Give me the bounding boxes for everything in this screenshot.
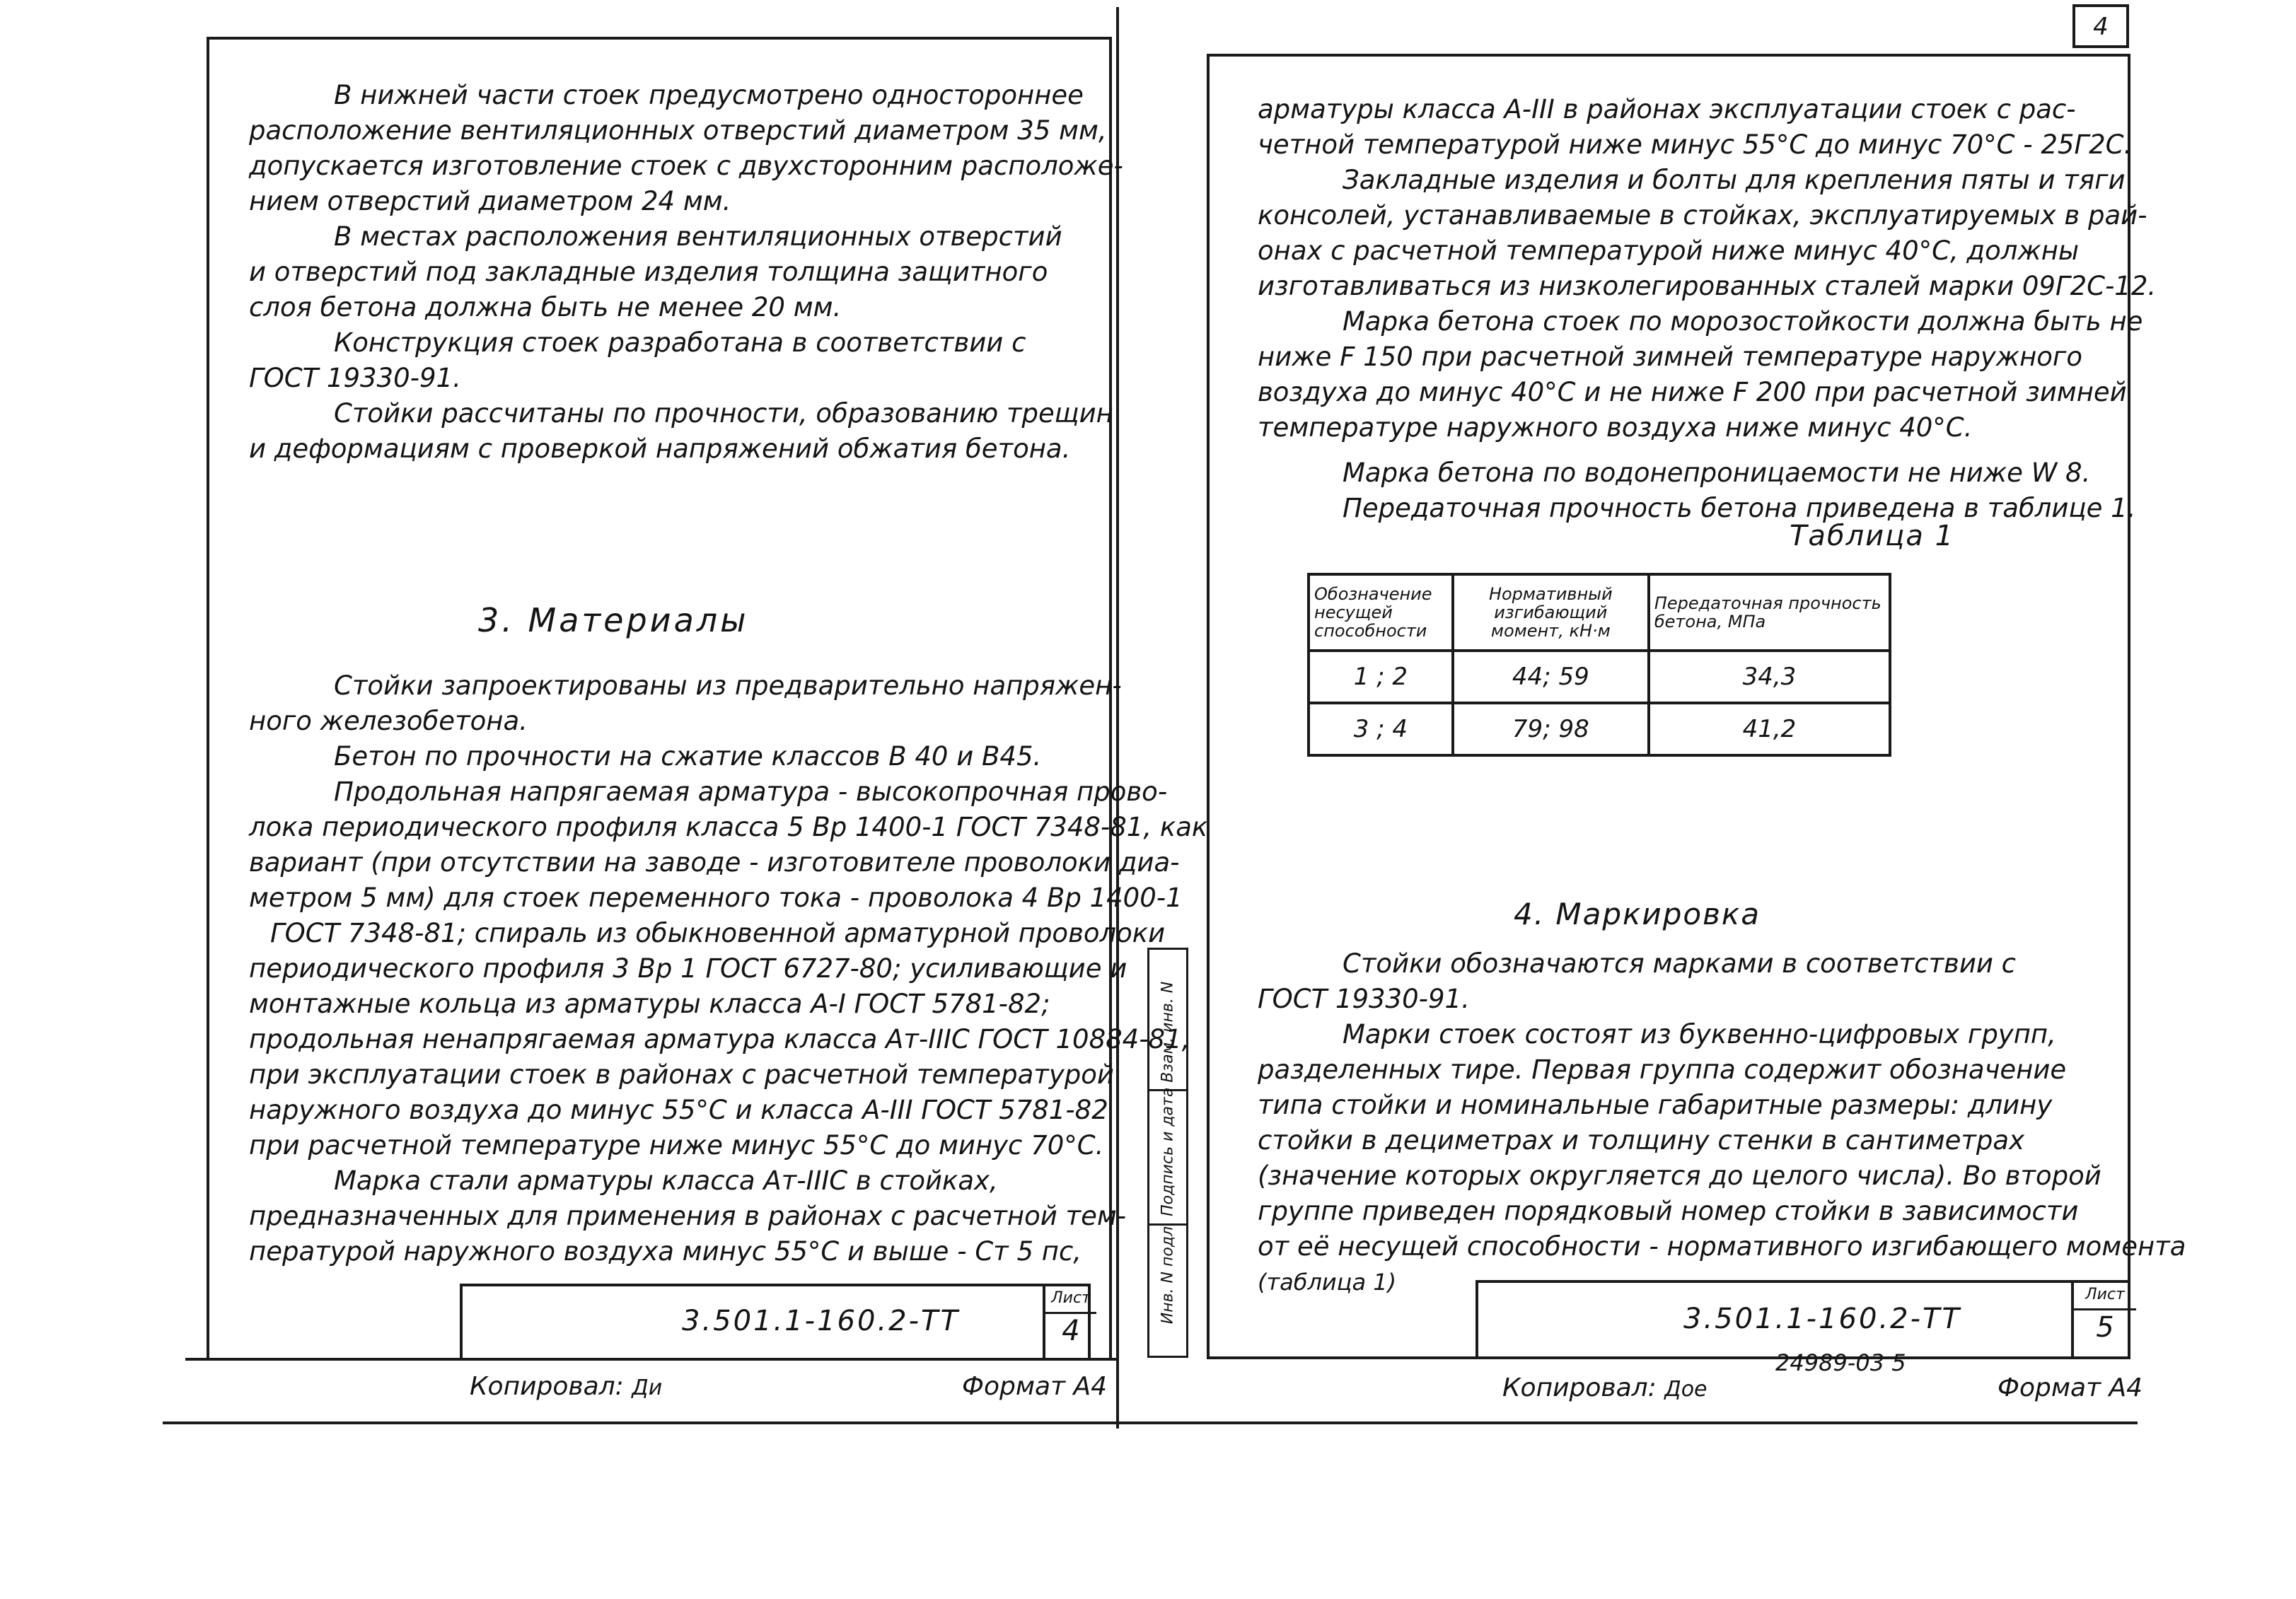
table-cell: 3 ; 4 [1309, 703, 1453, 755]
format-label: Формат А4 [1998, 1373, 2143, 1402]
copier-signature: Ди [632, 1376, 663, 1400]
materials-text [249, 668, 1207, 1269]
corner-sheet-number: 4 [2072, 4, 2129, 48]
inventory-number: 24989-03 5 [1775, 1349, 1906, 1376]
text-line: Марка бетона по водонепроницаемости не ниже W 8. [1343, 458, 2091, 488]
text-line: метром 5 мм) для стоек переменного тока - проволока 4 Вр 1400-1 [249, 883, 1183, 913]
table-header-row [1309, 574, 1890, 651]
text-line: ниже F 150 при расчетной зимней температуре наружного [1258, 342, 2083, 372]
text-line: и отверстий под закладные изделия толщина защитного [249, 257, 1048, 287]
side-registration-strip [1147, 948, 1188, 1358]
right-title-block [1475, 1280, 2130, 1359]
text-line: допускается изготовление стоек с двухсторонним расположе- [249, 151, 1123, 181]
side-strip-labels: Инв. N подл. Подпись и дата Взам. инв. N [1159, 981, 1177, 1325]
baseline-rule [163, 1421, 1118, 1424]
table-cell: 44; 59 [1453, 651, 1649, 703]
right-page-baseline [1119, 1421, 2138, 1424]
text-line: Бетон по прочности на сжатие классов В 40 и В45. [334, 741, 1042, 772]
text-line: Стойки обозначаются марками в соответствии с [1343, 948, 2017, 979]
text-line: слоя бетона должна быть не менее 20 мм. [249, 292, 842, 322]
text-line: стойки в дециметрах и толщину стенки в сантиметрах [1258, 1125, 2024, 1156]
column-header: Обозначение несущей способности [1309, 574, 1453, 651]
copied-text: Копировал: [470, 1372, 624, 1401]
table-row [1309, 703, 1890, 755]
text-line: Конструкция стоек разработана в соответствии с [334, 327, 1026, 358]
text-line: расположение вентиляционных отверстий диаметром 35 мм, [249, 115, 1107, 146]
text-line: Передаточная прочность бетона приведена в таблице 1. [1343, 493, 2136, 523]
text-line: периодического профиля 3 Вр 1 ГОСТ 6727-80; усиливающие и [249, 953, 1127, 984]
format-label: Формат А4 [962, 1372, 1108, 1401]
text-line: предназначенных для применения в районах с расчетной тем- [249, 1201, 1127, 1231]
text-line: монтажные кольца из арматуры класса А-I ГОСТ 5781-82; [249, 989, 1050, 1019]
left-title-block [460, 1284, 1091, 1359]
text-line: лока периодического профиля класса 5 Вр 1400-1 ГОСТ 7348-81, как [249, 812, 1208, 842]
text-line: при эксплуатации стоек в районах с расчетной температурой [249, 1059, 1114, 1090]
text-line: продольная ненапрягаемая арматура класса Ат-IIIС ГОСТ 10884-81, [249, 1024, 1190, 1054]
document-code: 3.501.1-160.2-ТТ [1683, 1303, 1961, 1335]
marking-text [1258, 946, 2186, 1300]
text-line: вариант (при отсутствии на заводе - изготовителе проволоки диа- [249, 847, 1180, 878]
text-line: (таблица 1) [1258, 1269, 1397, 1296]
text-line: (значение которых округляется до целого числа). Во второй [1258, 1161, 2101, 1191]
copier-signature: Дое [1664, 1377, 1707, 1402]
text-line: воздуха до минус 40°С и не ниже F 200 при расчетной зимней [1258, 377, 2127, 407]
text-line: Марка бетона стоек по морозостойкости должна быть не [1343, 306, 2143, 337]
copied-by-label [470, 1372, 662, 1401]
text-line: группе приведен порядковый номер стойки в зависимости [1258, 1196, 2079, 1226]
text-line: разделенных тире. Первая группа содержит обозначение [1258, 1054, 2067, 1085]
text-line: Марка стали арматуры класса Ат-IIIС в стойках, [334, 1165, 998, 1196]
table-cell: 41,2 [1649, 703, 1890, 755]
text-line: температуре наружного воздуха ниже минус 40°С. [1258, 412, 1973, 443]
sheet-cell [2071, 1283, 2136, 1356]
text-line: изготавливаться из низколегированных сталей марки 09Г2С-12. [1258, 271, 2157, 301]
text-line: четной температурой ниже минус 55°С до минус 70°С - 25Г2С. [1258, 129, 2133, 160]
sheet-label: Лист [2074, 1283, 2136, 1310]
copied-by-label [1502, 1373, 1707, 1402]
text-line: ГОСТ 19330-91. [249, 363, 461, 393]
text-line: Стойки рассчитаны по прочности, образованию трещин [334, 398, 1113, 429]
table-title: Таблица 1 [1790, 520, 1955, 552]
text-line: нием отверстий диаметром 24 мм. [249, 186, 731, 216]
text-line: ГОСТ 19330-91. [1258, 984, 1470, 1014]
text-line: арматуры класса А-III в районах эксплуатации стоек с рас- [1258, 94, 2076, 124]
text-line: Марки стоек состоят из буквенно-цифровых групп, [1343, 1019, 2056, 1049]
column-header: Нормативный изгибающий момент, кН·м [1453, 574, 1649, 651]
table-cell: 34,3 [1649, 651, 1890, 703]
left-intro-text [249, 78, 1123, 467]
sheet-number: 4 [1062, 1315, 1080, 1347]
text-line: Закладные изделия и болты для крепления пяты и тяги [1343, 165, 2126, 195]
right-intro-text [1258, 92, 2156, 526]
sheet-cell [1043, 1286, 1096, 1359]
section-heading-marking: 4. Маркировка [1514, 897, 1761, 931]
column-header: Передаточная прочность бетона, МПа [1649, 574, 1890, 651]
text-line: при расчетной температуре ниже минус 55°С до минус 70°С. [249, 1130, 1104, 1161]
sheet-label: Лист [1045, 1286, 1096, 1314]
text-line: консолей, устанавливаемые в стойках, эксплуатируемых в рай- [1258, 200, 2147, 231]
document-code: 3.501.1-160.2-ТТ [682, 1305, 960, 1337]
text-line: ГОСТ 7348-81; спираль из обыкновенной арматурной проволоки [270, 918, 1166, 948]
sheet-number: 5 [2096, 1311, 2114, 1344]
text-line: типа стойки и номинальные габаритные размеры: длину [1258, 1090, 2053, 1120]
text-line: и деформациям с проверкой напряжений обжатия бетона. [249, 434, 1071, 464]
text-line: В нижней части стоек предусмотрено одностороннее [334, 80, 1084, 110]
text-line: Стойки запроектированы из предварительно напряжен- [334, 670, 1122, 701]
text-line: от её несущей способности - нормативного изгибающего момента [1258, 1231, 2186, 1262]
text-line: Продольная напрягаемая арматура - высокопрочная прово- [334, 777, 1168, 807]
table-1 [1307, 573, 1891, 757]
table-cell: 79; 98 [1453, 703, 1649, 755]
table-row [1309, 651, 1890, 703]
text-line: пературой наружного воздуха минус 55°С и выше - Ст 5 пс, [249, 1236, 1082, 1267]
text-line: наружного воздуха до минус 55°С и класса А-III ГОСТ 5781-82 [249, 1095, 1108, 1125]
text-line: В местах расположения вентиляционных отверстий [334, 221, 1062, 252]
text-line: ного железобетона. [249, 706, 528, 736]
section-heading-materials: 3. Материалы [478, 601, 749, 639]
table-cell: 1 ; 2 [1309, 651, 1453, 703]
text-line: онах с расчетной температурой ниже минус 40°С, должны [1258, 236, 2080, 266]
copied-text: Копировал: [1502, 1373, 1657, 1402]
